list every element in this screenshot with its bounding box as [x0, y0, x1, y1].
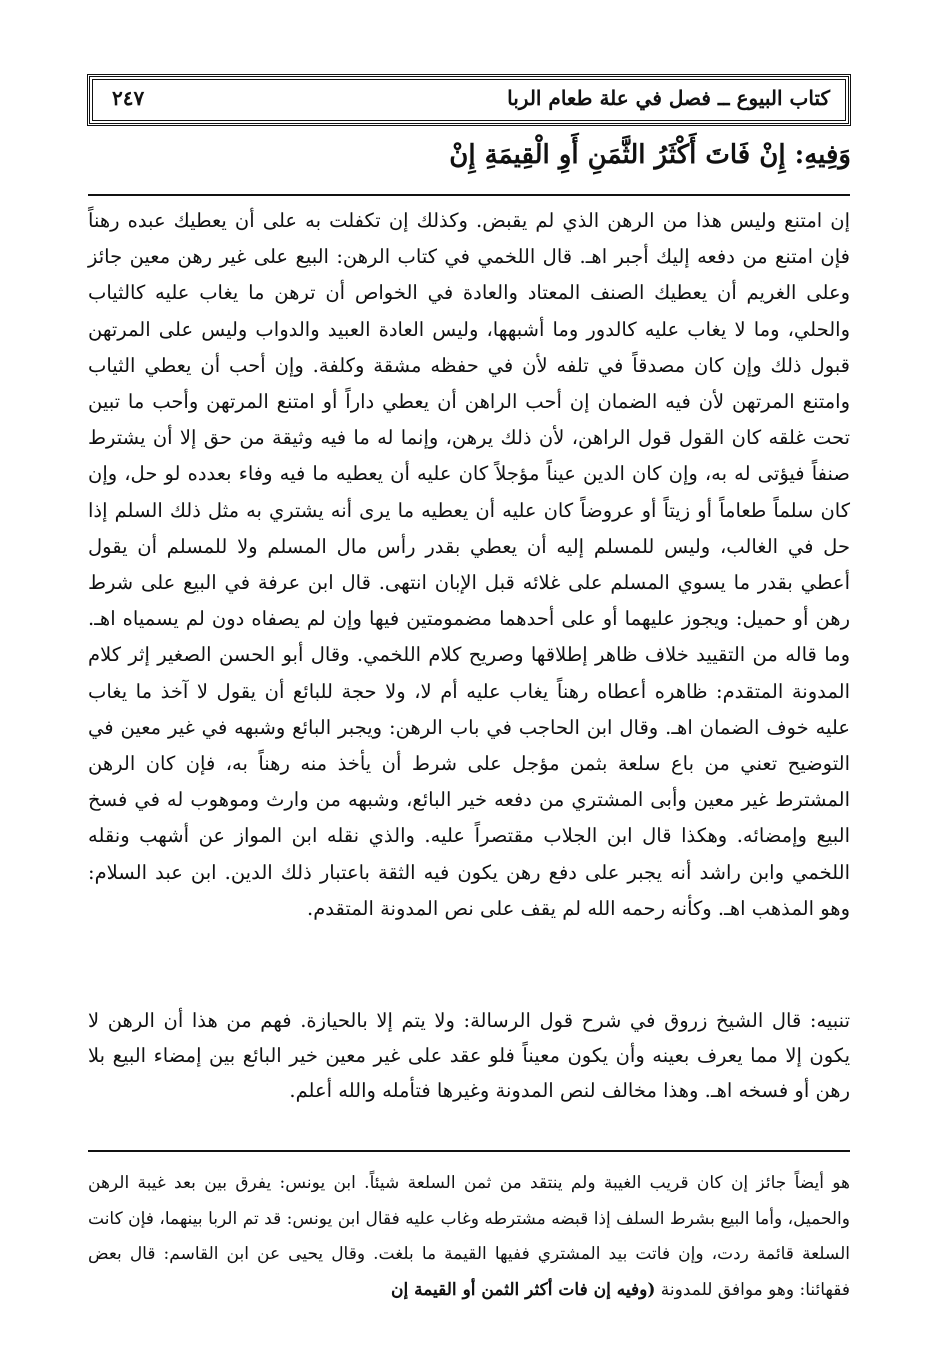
footnote-quote: (وفيه إن فات أكثر الثمن أو القيمة إن [390, 1279, 656, 1300]
tanbih-paragraph: تنبيه: قال الشيخ زروق في شرح قول الرسالة: ولا يتم إلا بالحيازة. فهم من هذا أن الرهن لا يكون إلا مما يعرف بعينه وأن يكون معيناً فلو عقد على غير معين خير البائع بين إمضاء البيع بلا رهن أو فسخه اهـ. وهذا مخالف لنص المدونة وغيرها فتأمله والله أعلم. [88, 1009, 850, 1102]
verse-divider [88, 194, 850, 196]
footnote-divider [88, 1150, 850, 1152]
footnote-section [88, 1166, 850, 1308]
matn-verse: وَفِيهِ: إِنْ فَاتَ أَكْثَرُ الثَّمَنِ أَوِ الْقِيمَةِ إِنْ [449, 140, 851, 170]
commentary-paragraph: إن امتنع وليس هذا من الرهن الذي لم يقبض. وكذلك إن تكفلت به على أن يعطيك عبده رهناً فإن امتنع من دفعه إليك أجبر اهـ. قال اللخمي في كتاب الرهن: البيع على غير رهن معين جائز وعلى الغريم أن يعطيك الصنف المعتاد والعادة في الخواص أن ترهن ما يغاب عليه كالثياب والحلي، وما لا يغاب عليه كالدور وما أشبهها، وليس العادة العبيد والدواب وليس على المرتهن قبول ذلك وإن كان مصدقاً في تلفه لأن في حفظه مشقة وكلفة. وإن أحب أن يعطي الثياب وامتنع المرتهن لأن فيه الضمان إن أحب الراهن أن يعطي داراً أو امتنع المرتهن وأحب ما تبين تحت غلقه كان القول قول الراهن، لأن ذلك يرهن، وإنما له ما فيه وثيقة من حق إلا أن يشترط صنفاً فيؤتى له به، وإن كان الدين عيناً مؤجلاً كان عليه أن يعطيه ما فيه وفاء بعدده لو حل، وإن كان سلماً طعاماً أو زيتاً أو عروضاً كان عليه أن يعطيه ما يرى أنه يشتري به مثل ذلك السلم إذا حل في الغالب، وليس للمسلم إليه أن يعطي بقدر رأس مال المسلم ولا للمسلم أن يقول أعطي بقدر ما يسوي المسلم على غلائه قبل الإبان انتهى. قال ابن عرفة في البيع على شرط رهن أو حميل: ويجوز عليهما أو على أحدهما مضمومتين فيها وإن لم يصفاه دون لم يسمياه اهـ. وما قاله من التقييد خلاف ظاهر إطلاقها وصريح كلام اللخمي. وقال أبو الحسن الصغير إثر كلام المدونة المتقدم: ظاهره أعطاه رهناً يغاب عليه أم لا، ولا حجة للبائع أن يقول لا آخذ ما يغاب عليه خوف الضمان اهـ. وقال ابن الحاجب في باب الرهن: ويجبر البائع وشبهه في غير معين في التوضيح تعني من باع سلعة بثمن مؤجل على شرط أن يأخذ منه رهناً به، فإن كان الرهن المشترط غير معين وأبى المشتري من دفعه خير البائع، وشبهه من وارث وموهوب له في فسخ البيع وإمضائه. وهكذا قال ابن الجلاب مقتصراً عليه. والذي نقله ابن المواز عن أشهب ونقله اللخمي وابن راشد أنه يجبر على دفع رهن يكون فيه الثقة باعتبار ذلك الدين. ابن عبد السلام: وهو المذهب اهـ. وكأنه رحمه الله لم يقف على نص المدونة المتقدم. [88, 209, 850, 920]
footnote-paragraph [88, 1166, 850, 1308]
tanbih-note [88, 1003, 850, 1108]
header-title: كتاب البيوع ــ فصل في علة طعام الربا [507, 86, 830, 110]
running-header [87, 74, 851, 126]
page-number: ٢٤٧ [112, 86, 145, 110]
commentary-text [88, 203, 850, 927]
footnote-text: هو أيضاً جائز إن كان قريب الغيبة ولم ينتقد من ثمن السلعة شيئاً. ابن يونس: يفرق بين بعد غيبة الرهن والحميل، وأما البيع بشرط السلف إذا قبضه مشترطه وغاب عليه فقال ابن يونس: قد تم الربا بينهما، فإن كانت السلعة قائمة ردت، وإن فاتت بيد المشتري ففيها القيمة ما بلغت. وقال يحيى عن ابن القاسم: قال بعض فقهائنا: وهو موافق للمدونة [88, 1173, 850, 1300]
